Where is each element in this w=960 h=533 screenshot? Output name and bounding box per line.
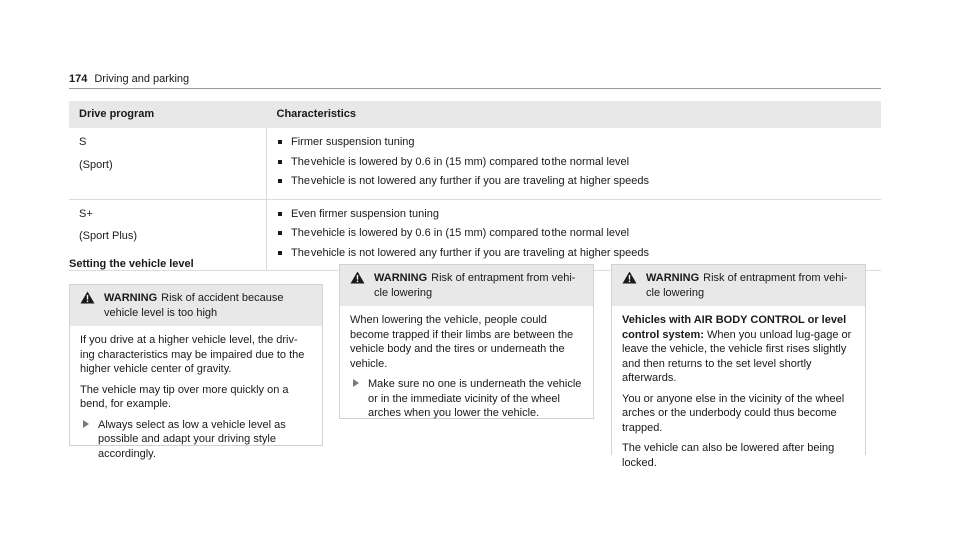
section-title-header: Driving and parking [94,73,190,85]
warning-triangle-icon [622,271,637,284]
warning-paragraph: When lowering the vehicle, people could become trapped if their limbs are between the vehicle body and the tires or underneath the vehicle. [350,314,574,370]
warning-headline: Risk of entrapment from vehi-cle lowering [374,272,576,299]
warning-label: WARNING [104,292,158,304]
warning-triangle-icon [350,271,365,284]
warning-triangle-icon [80,291,95,304]
characteristics-list [277,207,871,261]
list-item: The vehicle is lowered by 0.6 in (15 mm) compared to the normal level [277,155,871,170]
instruction-arrow-icon [353,379,359,387]
warning-paragraph: If you drive at a higher vehicle level, the driv-ing characteristics may be impaired due to the higher vehicle center of gravity. [80,334,305,376]
drive-program-cell [69,128,267,199]
section-heading: Setting the vehicle level [69,258,194,270]
warning-box [69,284,323,460]
program-name: (Sport) [79,158,113,171]
warning-header [340,265,593,306]
warning-bold-lead: Vehicles with AIR BODY CONTROL or level control system: [622,314,847,341]
list-item: Firmer suspension tuning [277,135,871,150]
warning-body [70,326,322,467]
column-header-drive-program: Drive program [69,101,267,128]
warning-text: When you unload lug-gage or leave the vehicle, the vehicle first rises slightly and then returns to the set level shortly afterwards. [622,328,852,385]
instruction-text: Make sure no one is underneath the vehicle or in the immediate vicinity of the wheel arches when you lower the vehicle. [368,378,582,420]
warning-body [612,306,865,482]
warning-instruction [80,418,312,462]
warning-headline: Risk of accident because vehicle level is too high [104,292,284,319]
warning-header [70,285,322,326]
warning-paragraph: The vehicle may tip over more quickly on a bend, for example. [80,383,289,411]
instruction-text: Always select as low a vehicle level as possible and adapt your driving style accordingly. [98,418,286,460]
warning-label: WARNING [374,272,428,284]
list-item: The vehicle is lowered by 0.6 in (15 mm) compared to the normal level [277,226,871,241]
program-code: S+ [79,207,93,220]
table-header-row [69,101,881,128]
characteristics-cell [267,128,882,199]
list-item: The vehicle is not lowered any further if you are traveling at higher speeds [277,174,871,189]
warning-instruction [350,377,583,421]
table-row [69,128,881,199]
page-number: 174 [69,73,88,85]
list-item: Even firmer suspension tuning [277,207,871,222]
program-name: (Sport Plus) [79,230,138,243]
warning-box [339,264,594,419]
drive-program-table [69,101,881,271]
warning-label: WARNING [646,272,700,284]
characteristics-list [277,135,871,189]
warning-header [612,265,865,306]
warning-paragraph [622,313,855,386]
column-header-characteristics: Characteristics [267,101,882,128]
program-code: S [79,136,87,148]
warning-box [611,264,866,469]
page-header [69,72,881,89]
characteristics-cell [267,199,882,271]
warning-paragraph: The vehicle can also be lowered after being locked. [622,442,835,469]
warning-headline: Risk of entrapment from vehi-cle lowering [646,272,848,299]
warning-paragraph: You or anyone else in the vicinity of the wheel arches or the underbody could thus become trapped. [622,392,845,434]
warning-body [340,306,593,427]
list-item: The vehicle is not lowered any further if you are traveling at higher speeds [277,246,871,261]
instruction-arrow-icon [83,420,89,428]
